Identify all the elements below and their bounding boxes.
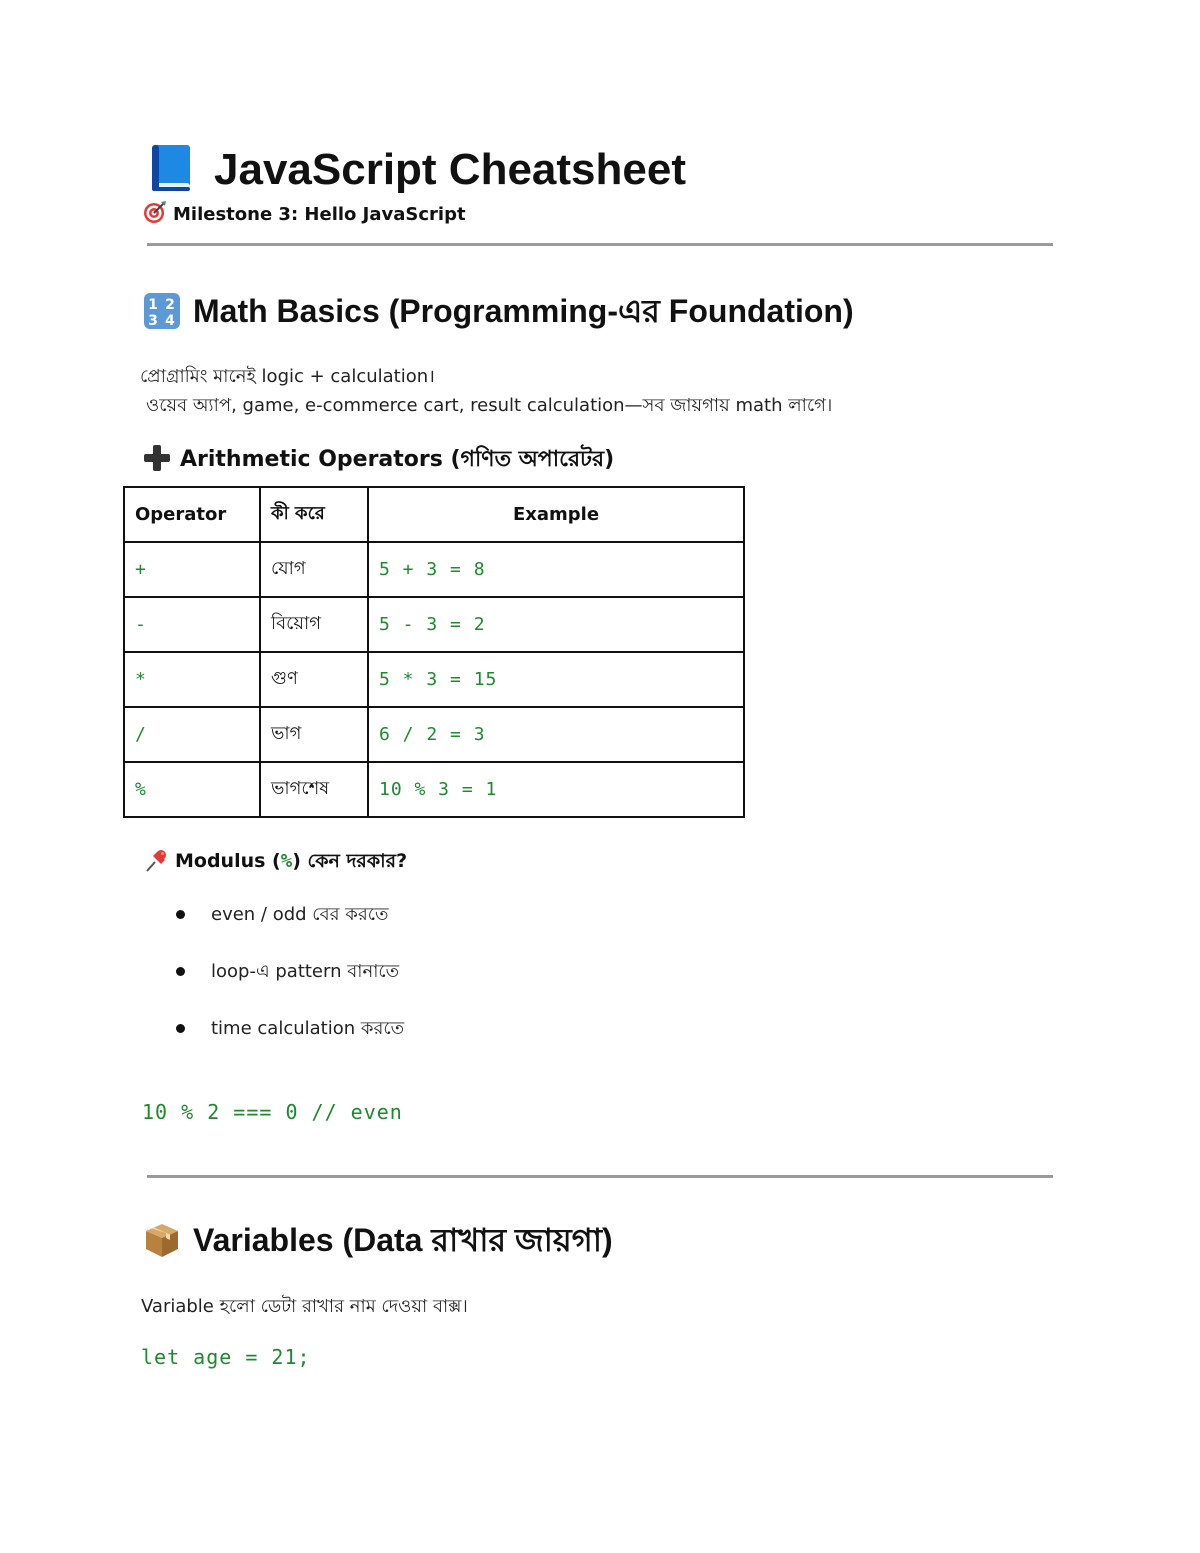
- example-cell: 5 * 3 = 15: [368, 652, 744, 707]
- svg-text:3: 3: [148, 313, 158, 329]
- divider: [147, 1175, 1053, 1178]
- does-cell: যোগ: [260, 542, 368, 597]
- list-item-text: even / odd বের করতে: [211, 904, 389, 925]
- subtitle-row: [143, 201, 466, 227]
- modulus-bullet-list: [176, 900, 404, 1071]
- math-heading-row: [143, 291, 854, 335]
- operators-table: [123, 486, 745, 818]
- arith-heading-row: [142, 444, 614, 476]
- title-row: [148, 140, 686, 200]
- variables-heading-row: [143, 1220, 613, 1264]
- page-subtitle: Milestone 3: Hello JavaScript: [173, 203, 466, 225]
- operator-cell: %: [124, 762, 260, 817]
- table-row: [124, 597, 744, 652]
- bullet-dot: [176, 910, 185, 919]
- pushpin-icon: [143, 848, 169, 878]
- list-item: [176, 900, 404, 957]
- header-example: Example: [368, 487, 744, 542]
- math-paragraph-line1: প্রোগ্রামিং মানেই logic + calculation।: [140, 366, 435, 387]
- example-cell: 10 % 3 = 1: [368, 762, 744, 817]
- example-cell: 5 + 3 = 8: [368, 542, 744, 597]
- page-title: JavaScript Cheatsheet: [214, 145, 686, 194]
- does-cell: বিয়োগ: [260, 597, 368, 652]
- list-item-text: loop-এ pattern বানাতে: [211, 961, 400, 982]
- header-does: কী করে: [260, 487, 368, 542]
- variables-heading: Variables (Data রাখার জায়গা): [193, 1222, 613, 1258]
- table-row: [124, 707, 744, 762]
- bullet-dot: [176, 967, 185, 976]
- svg-text:4: 4: [165, 313, 175, 329]
- modulus-heading-post: ) কেন দরকার?: [292, 850, 408, 872]
- does-cell: ভাগ: [260, 707, 368, 762]
- list-item: [176, 957, 404, 1014]
- modulus-heading-pct: %: [280, 850, 293, 872]
- example-cell: 5 - 3 = 2: [368, 597, 744, 652]
- target-icon: [143, 200, 167, 228]
- package-icon: [143, 1221, 181, 1263]
- list-item-text: time calculation করতে: [211, 1018, 405, 1039]
- list-item: [176, 1014, 404, 1071]
- math-paragraph-line2: ওয়েব অ্যাপ, game, e-commerce cart, result calculation—সব জায়গায় math লাগে।: [146, 395, 833, 416]
- plus-icon: [142, 443, 172, 477]
- svg-text:1: 1: [148, 297, 158, 313]
- table-row: [124, 762, 744, 817]
- modulus-code-example: 10 % 2 === 0 // even: [142, 1100, 403, 1124]
- table-row: [124, 652, 744, 707]
- does-cell: গুণ: [260, 652, 368, 707]
- svg-text:2: 2: [165, 297, 175, 313]
- modulus-heading: [175, 847, 407, 879]
- variables-code-example: let age = 21;: [141, 1345, 311, 1369]
- operator-cell: +: [124, 542, 260, 597]
- operator-cell: /: [124, 707, 260, 762]
- math-heading: Math Basics (Programming-এর Foundation): [193, 293, 854, 329]
- divider: [147, 243, 1053, 246]
- modulus-heading-pre: Modulus (: [175, 850, 281, 872]
- operator-cell: -: [124, 597, 260, 652]
- header-operator: Operator: [124, 487, 260, 542]
- numbers-icon: [143, 292, 181, 334]
- table-header-row: [124, 487, 744, 542]
- does-cell: ভাগশেষ: [260, 762, 368, 817]
- book-icon: [148, 143, 194, 197]
- variables-paragraph: Variable হলো ডেটা রাখার নাম দেওয়া বাক্স।: [141, 1296, 468, 1317]
- operator-cell: *: [124, 652, 260, 707]
- bullet-dot: [176, 1024, 185, 1033]
- arith-heading: Arithmetic Operators (গণিত অপারেটর): [180, 446, 615, 472]
- modulus-heading-row: [143, 848, 407, 878]
- example-cell: 6 / 2 = 3: [368, 707, 744, 762]
- table-row: [124, 542, 744, 597]
